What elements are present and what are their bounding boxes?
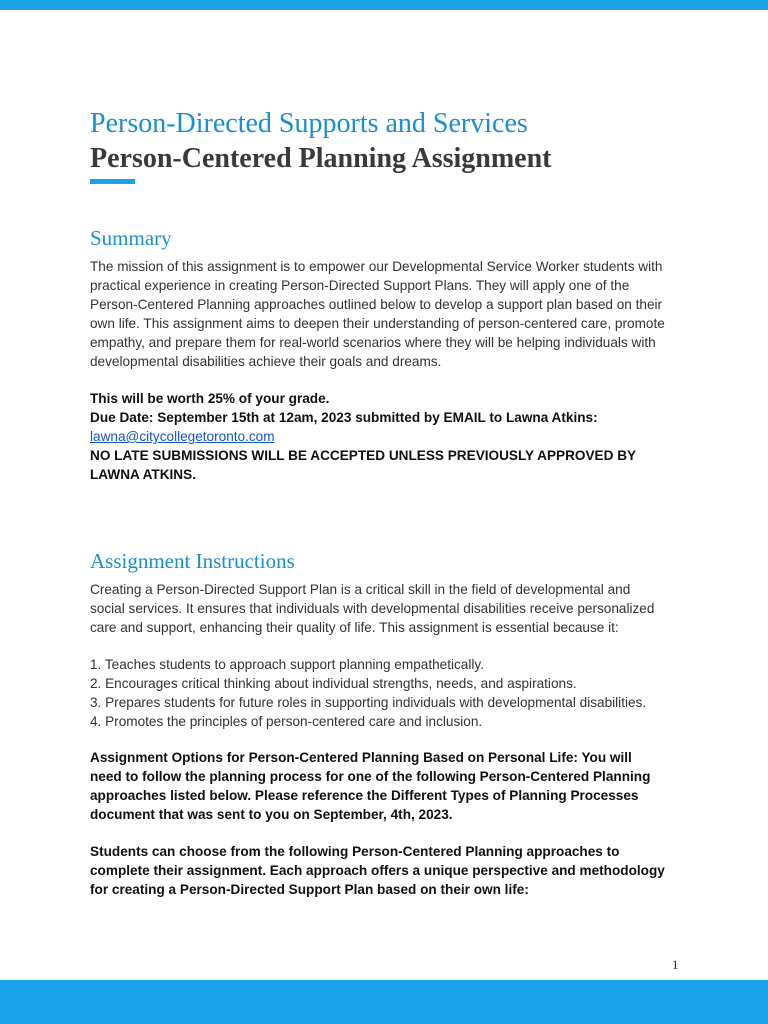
submission-details bbox=[90, 389, 690, 484]
options-line: Assignment Options for Person-Centered Planning Based on Personal Life: You will bbox=[90, 750, 632, 765]
list-item: 3. Prepares students for future roles in supporting individuals with developmental disabilities. bbox=[90, 695, 647, 710]
summary-line: developmental disabilities achieve their goals and dreams. bbox=[90, 354, 442, 369]
approach-choice-paragraph bbox=[90, 842, 690, 899]
choose-line: for creating a Person-Directed Support Plan based on their own life: bbox=[90, 882, 529, 897]
summary-line: The mission of this assignment is to empower our Developmental Service Worker students with bbox=[90, 259, 663, 274]
instructions-intro bbox=[90, 580, 690, 637]
late-policy-text: NO LATE SUBMISSIONS WILL BE ACCEPTED UNLESS PREVIOUSLY APPROVED BY bbox=[90, 448, 637, 463]
list-item: 1. Teaches students to approach support planning empathetically. bbox=[90, 657, 484, 672]
instructions-line: care and support, enhancing their quality of life. This assignment is essential because it: bbox=[90, 620, 619, 635]
reasons-list bbox=[90, 655, 690, 731]
summary-line: Person-Centered Planning approaches outlined below to develop a support plan based on their bbox=[90, 297, 663, 312]
choose-line: Students can choose from the following Person-Centered Planning approaches to bbox=[90, 844, 620, 859]
grade-weight-text: This will be worth 25% of your grade. bbox=[90, 391, 330, 406]
list-item: 2. Encourages critical thinking about individual strengths, needs, and aspirations. bbox=[90, 676, 577, 691]
bottom-accent-band bbox=[0, 980, 768, 1024]
assignment-options-paragraph bbox=[90, 748, 690, 824]
instructions-heading: Assignment Instructions bbox=[90, 549, 295, 573]
due-date-text: Due Date: September 15th at 12am, 2023 submitted by EMAIL to Lawna Atkins: bbox=[90, 410, 598, 425]
options-line: approaches listed below. Please reference the Different Types of Planning Processes bbox=[90, 788, 639, 803]
title-accent-rule bbox=[90, 179, 135, 184]
late-policy-text: LAWNA ATKINS. bbox=[90, 467, 196, 482]
summary-line: practical experience in creating Person-Directed Support Plans. They will apply one of the bbox=[90, 278, 630, 293]
document-subtitle: Person-Centered Planning Assignment bbox=[90, 143, 552, 174]
options-line: document that was sent to you on September, 4th, 2023. bbox=[90, 807, 453, 822]
choose-line: complete their assignment. Each approach offers a unique perspective and methodology bbox=[90, 863, 665, 878]
top-accent-band bbox=[0, 0, 768, 10]
email-link[interactable]: lawna@citycollegetoronto.com bbox=[90, 429, 275, 444]
instructions-line: Creating a Person-Directed Support Plan is a critical skill in the field of developmental and bbox=[90, 582, 631, 597]
options-line: need to follow the planning process for one of the following Person-Centered Planning bbox=[90, 769, 651, 784]
summary-heading: Summary bbox=[90, 226, 172, 250]
document-title: Person-Directed Supports and Services bbox=[90, 108, 528, 139]
list-item: 4. Promotes the principles of person-centered care and inclusion. bbox=[90, 714, 483, 729]
summary-line: empathy, and prepare them for real-world scenarios where they will be helping individuals with bbox=[90, 335, 656, 350]
summary-paragraph bbox=[90, 257, 690, 371]
page-number: 1 bbox=[672, 957, 679, 972]
summary-line: own life. This assignment aims to deepen their understanding of person-centered care, promote bbox=[90, 316, 665, 331]
instructions-line: social services. It ensures that individuals with developmental disabilities receive personalized bbox=[90, 601, 655, 616]
